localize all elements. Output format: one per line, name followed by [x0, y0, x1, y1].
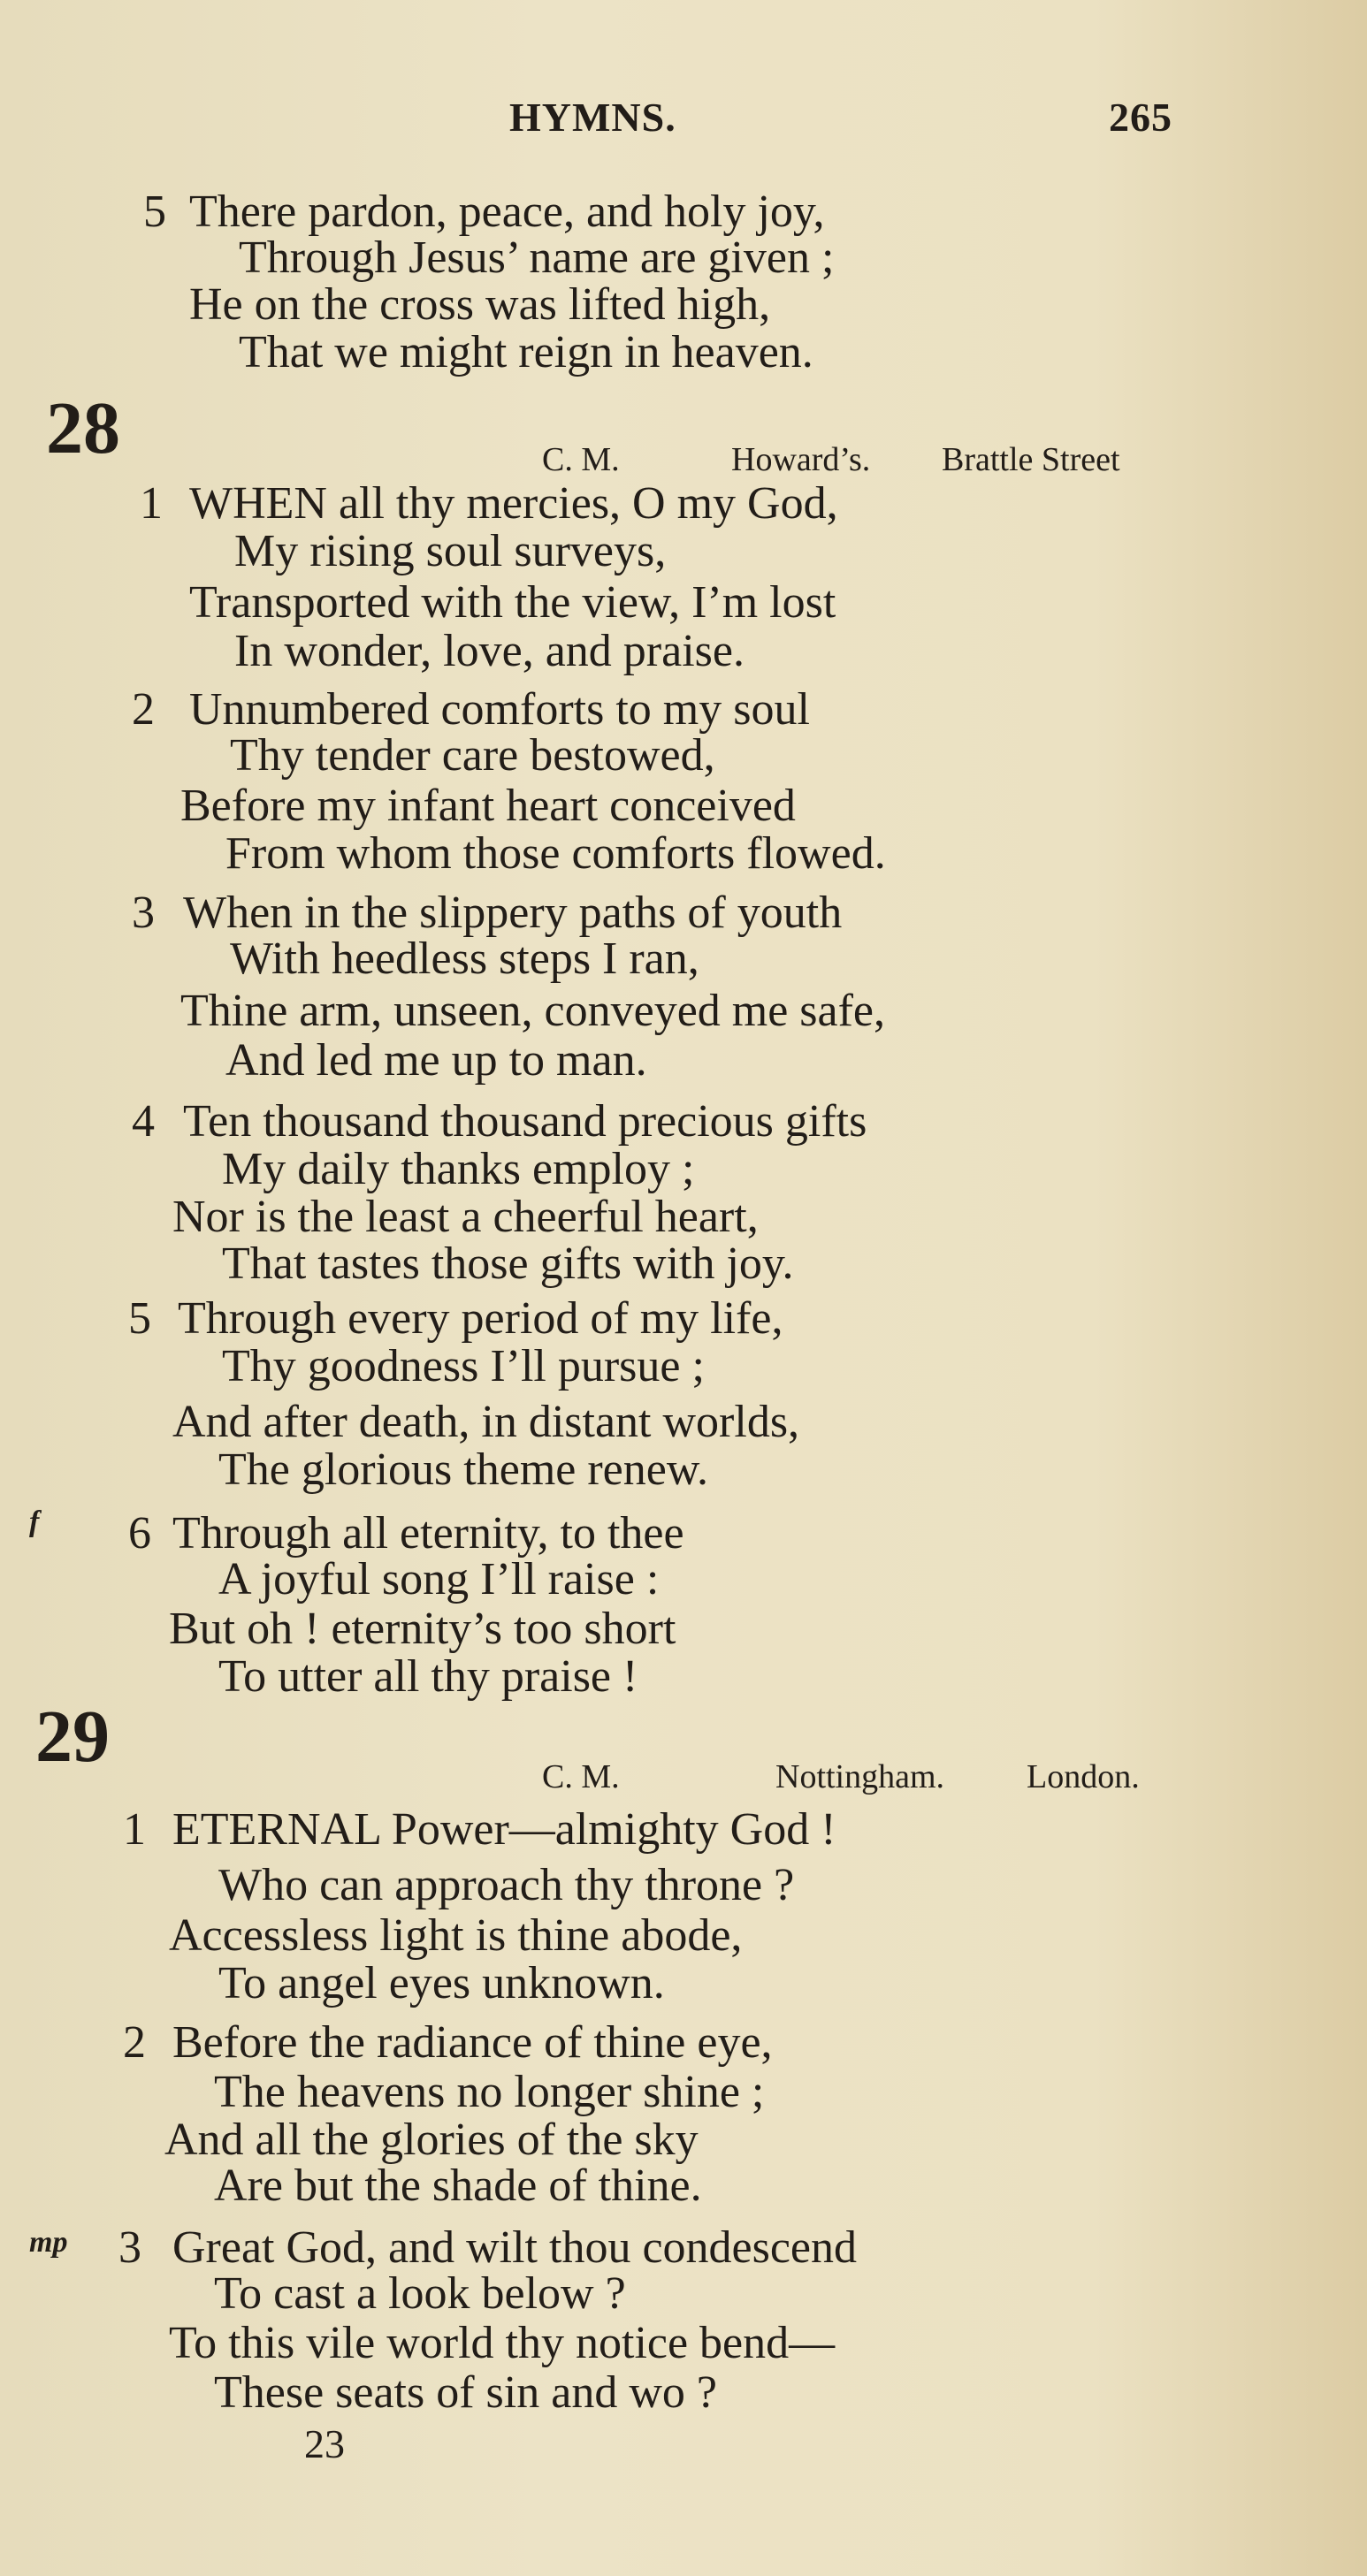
verse-line: And after death, in distant worlds, [172, 1397, 800, 1447]
page-number: 265 [1109, 95, 1172, 140]
verse-line: The glorious theme renew. [218, 1444, 708, 1495]
verse-line: Accessless light is thine abode, [169, 1910, 743, 1961]
signature-mark: 23 [304, 2421, 345, 2466]
verse-number: 1 [123, 1804, 146, 1855]
verse-line: Ten thousand thousand precious gifts [183, 1096, 867, 1147]
verse-line: Thine arm, unseen, conveyed me safe, [180, 986, 886, 1036]
verse-line: From whom those comforts flowed. [225, 828, 886, 879]
hymn-alt-tune: Brattle Street [942, 441, 1120, 478]
verse-number: 3 [118, 2222, 141, 2273]
hymn-number: 28 [46, 387, 120, 469]
verse-line: He on the cross was lifted high, [189, 279, 771, 330]
verse-line: Unnumbered comforts to my soul [189, 684, 810, 735]
verse-line: In wonder, love, and praise. [234, 626, 745, 676]
running-title: HYMNS. [509, 95, 676, 140]
verse-line: That tastes those gifts with joy. [222, 1238, 794, 1289]
verse-number: 5 [143, 187, 166, 237]
hymn-alt-tune: London. [1027, 1758, 1140, 1795]
verse-line: That we might reign in heaven. [239, 327, 813, 377]
verse-line: Are but the shade of thine. [214, 2161, 702, 2211]
verse-number: 4 [132, 1096, 155, 1147]
verse-line: With heedless steps I ran, [230, 934, 699, 984]
verse-line: But oh ! eternity’s too short [169, 1604, 676, 1654]
hymn-tune: Howard’s. [731, 441, 871, 478]
verse-number: 6 [128, 1508, 151, 1559]
verse-line: My rising soul surveys, [234, 526, 667, 576]
verse-line: A joyful song I’ll raise : [218, 1554, 660, 1604]
hymn-tune: Nottingham. [775, 1758, 945, 1795]
verse-line: Before the radiance of thine eye, [172, 2017, 773, 2068]
verse-line: There pardon, peace, and holy joy, [189, 187, 825, 237]
verse-line: Thy tender care bestowed, [230, 730, 715, 781]
dynamic-mark: f [29, 1505, 40, 1538]
verse-line: When in the slippery paths of youth [183, 888, 843, 938]
verse-line: Transported with the view, I’m lost [189, 577, 836, 628]
verse-line: To cast a look below ? [214, 2268, 626, 2319]
verse-number: 1 [140, 478, 163, 529]
verse-line: To this vile world thy notice bend— [169, 2318, 836, 2368]
verse-line: Through all eternity, to thee [172, 1508, 684, 1559]
dynamic-mark: mp [29, 2226, 68, 2259]
verse-line: To utter all thy praise ! [218, 1651, 638, 1702]
hymn-meter: C. M. [542, 1758, 620, 1795]
verse-number: 2 [132, 684, 155, 735]
verse-line: Great God, and wilt thou condescend [172, 2222, 858, 2273]
verse-line: Before my infant heart conceived [180, 781, 796, 831]
verse-line: And all the glories of the sky [164, 2115, 699, 2165]
verse-line: ETERNAL Power—almighty God ! [172, 1804, 836, 1855]
verse-number: 5 [128, 1293, 151, 1344]
verse-line: Through every period of my life, [178, 1293, 783, 1344]
verse-line: Who can approach thy throne ? [218, 1860, 795, 1910]
verse-line: These seats of sin and wo ? [214, 2367, 717, 2418]
verse-line: My daily thanks employ ; [222, 1144, 695, 1194]
verse-line: To angel eyes unknown. [218, 1958, 665, 2008]
hymn-meter: C. M. [542, 441, 620, 478]
verse-number: 3 [132, 888, 155, 938]
verse-line: Thy goodness I’ll pursue ; [222, 1341, 705, 1391]
verse-number: 2 [123, 2017, 146, 2068]
hymn-number: 29 [35, 1696, 110, 1778]
verse-line: Through Jesus’ name are given ; [239, 232, 835, 283]
verse-line: And led me up to man. [225, 1035, 647, 1086]
verse-line: WHEN all thy mercies, O my God, [189, 478, 838, 529]
verse-line: Nor is the least a cheerful heart, [172, 1192, 759, 1242]
verse-line: The heavens no longer shine ; [214, 2067, 765, 2117]
